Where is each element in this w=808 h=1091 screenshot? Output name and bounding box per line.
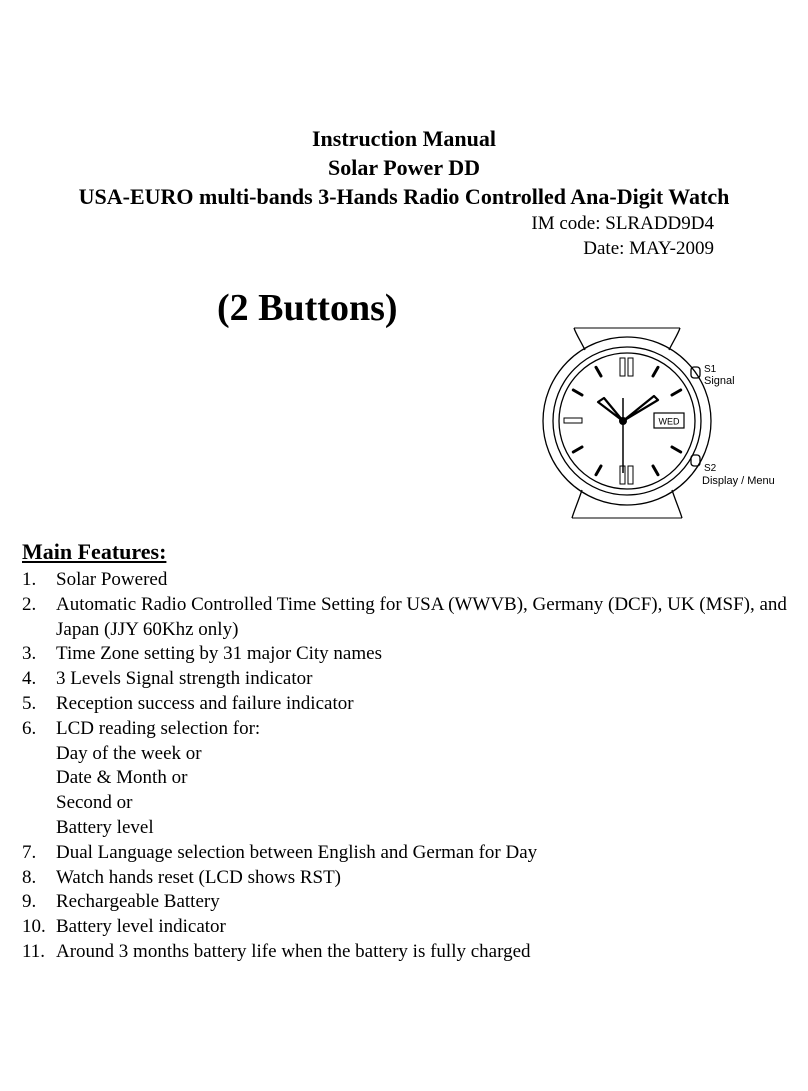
features-list [22, 568, 802, 965]
feature-text: Battery level indicator [56, 916, 226, 938]
document-date: Date: MAY-2009 [583, 238, 714, 259]
feature-body [56, 667, 802, 692]
button-count-title: (2 Buttons) [217, 287, 398, 329]
bottom-lug-right [672, 490, 682, 518]
feature-item [22, 940, 802, 965]
manual-title: Instruction Manual [312, 126, 496, 151]
feature-sub-item: Battery level [56, 816, 154, 838]
feature-text: Watch hands reset (LCD shows RST) [56, 866, 342, 888]
feature-body [56, 593, 802, 643]
product-name: Solar Power DD [328, 155, 480, 180]
s2-function: Display / Menu [702, 475, 775, 487]
feature-text: Automatic Radio Controlled Time Setting for USA (WWVB), Germany (DCF), UK (MSF), and Japan (JJY 60Khz only) [56, 593, 787, 640]
feature-number: 8. [22, 866, 37, 888]
feature-text: Around 3 months battery life when the battery is fully charged [56, 940, 531, 962]
top-lug-left [574, 328, 585, 350]
feature-text: Solar Powered [56, 569, 168, 590]
product-description: USA-EURO multi-bands 3-Hands Radio Controlled Ana-Digit Watch [78, 184, 730, 209]
hour-hand [598, 398, 623, 421]
features-heading: Main Features: [22, 539, 167, 564]
feature-text: LCD reading selection for: [56, 717, 261, 739]
s1-label: S1 [704, 364, 717, 375]
feature-number: 7. [22, 841, 37, 863]
feature-body [56, 717, 802, 841]
day-window-text: WED [658, 416, 680, 427]
feature-number: 6. [22, 717, 37, 739]
feature-sub-item: Day of the week or [56, 742, 202, 764]
feature-item [22, 692, 802, 717]
feature-number: 1. [22, 569, 37, 590]
feature-item [22, 568, 802, 593]
feature-number: 3. [22, 643, 37, 665]
center-pin [619, 417, 627, 425]
feature-number: 5. [22, 692, 37, 714]
feature-sub-item: Second or [56, 792, 133, 814]
feature-body [56, 692, 802, 717]
main-features-section [22, 538, 802, 965]
document-header [0, 124, 808, 211]
feature-number: 2. [22, 593, 37, 615]
feature-body [56, 890, 802, 915]
feature-text: Reception success and failure indicator [56, 692, 354, 714]
feature-number: 4. [22, 668, 37, 690]
feature-body [56, 841, 802, 866]
feature-item [22, 866, 802, 891]
feature-text: Time Zone setting by 31 major City names [56, 643, 382, 665]
feature-item [22, 915, 802, 940]
top-lug-right [669, 328, 680, 350]
feature-body [56, 866, 802, 891]
im-code: IM code: SLRADD9D4 [531, 213, 714, 234]
feature-sub-item: Date & Month or [56, 767, 188, 789]
feature-text: Rechargeable Battery [56, 891, 220, 913]
s1-function: Signal [704, 375, 735, 387]
feature-number: 10. [22, 916, 46, 938]
feature-body [56, 642, 802, 667]
feature-number: 11. [22, 940, 46, 962]
minute-hand [623, 396, 658, 421]
feature-item [22, 667, 802, 692]
feature-item [22, 642, 802, 667]
feature-item [22, 890, 802, 915]
feature-number: 9. [22, 891, 37, 913]
feature-item [22, 841, 802, 866]
feature-text: 3 Levels Signal strength indicator [56, 668, 313, 690]
watch-diagram [538, 326, 788, 520]
feature-body [56, 940, 802, 965]
feature-body [56, 915, 802, 940]
feature-body [56, 568, 802, 593]
feature-text: Dual Language selection between English and German for Day [56, 841, 538, 863]
feature-item [22, 717, 802, 841]
bottom-lug-left [572, 490, 582, 518]
s2-label: S2 [704, 463, 717, 474]
feature-item [22, 593, 802, 643]
